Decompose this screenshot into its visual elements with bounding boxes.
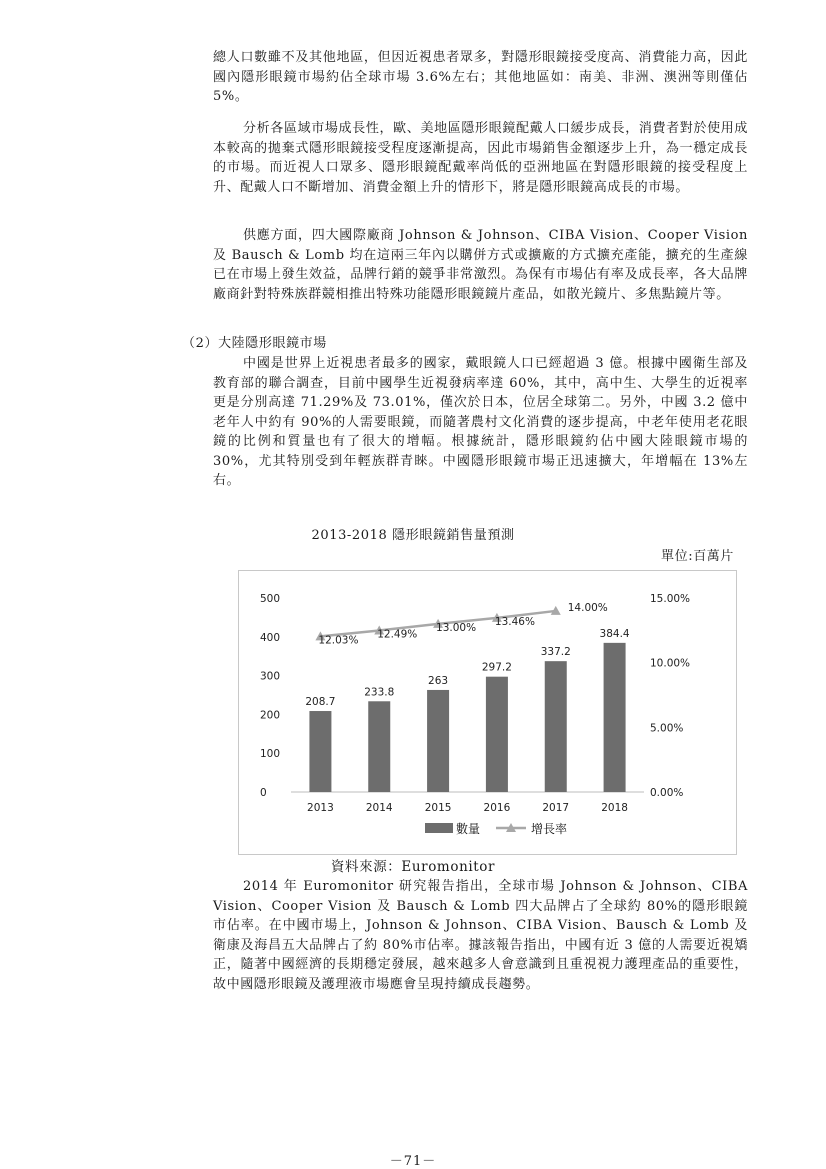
legend-label-bar: 數量 bbox=[456, 822, 481, 836]
bar-value-label: 384.4 bbox=[599, 627, 630, 640]
y-right-tick-label: 5.00% bbox=[650, 722, 684, 735]
y-left-tick-label: 0 bbox=[260, 787, 267, 799]
growth-rate-label: 13.46% bbox=[494, 615, 535, 628]
y-left-tick-label: 500 bbox=[260, 593, 281, 605]
legend-label-line: 增長率 bbox=[531, 822, 568, 836]
source-note: 資料來源：Euromonitor bbox=[330, 859, 496, 875]
legend-swatch-bar bbox=[425, 823, 453, 833]
y-right-tick-label: 15.00% bbox=[650, 593, 691, 605]
x-tick-label: 2017 bbox=[542, 802, 570, 814]
growth-rate-label: 12.03% bbox=[318, 634, 359, 647]
y-left-tick-label: 300 bbox=[260, 670, 281, 683]
growth-rate-label: 12.49% bbox=[377, 628, 418, 641]
bar-value-label: 233.8 bbox=[364, 686, 395, 699]
bar-2016 bbox=[486, 677, 508, 792]
x-tick-label: 2018 bbox=[601, 802, 628, 814]
y-right-tick-label: 0.00% bbox=[650, 787, 684, 799]
growth-rate-label: 14.00% bbox=[567, 601, 608, 614]
chart-unit: 單位:百萬片 bbox=[661, 549, 734, 564]
growth-rate-label: 13.00% bbox=[436, 621, 477, 634]
y-left-tick-label: 400 bbox=[260, 631, 281, 644]
y-right-tick-label: 10.00% bbox=[650, 657, 691, 670]
x-tick-label: 2014 bbox=[365, 802, 393, 814]
bar-value-label: 337.2 bbox=[540, 646, 571, 659]
bar-value-label: 208.7 bbox=[305, 696, 336, 709]
x-tick-label: 2016 bbox=[483, 802, 511, 814]
section-heading: （2）大陸隱形眼鏡市場 bbox=[182, 336, 327, 351]
x-tick-label: 2015 bbox=[424, 802, 452, 814]
chart-caption: 2013-2018 隱形眼鏡銷售量預測 bbox=[311, 528, 515, 543]
bar-value-label: 297.2 bbox=[481, 661, 512, 674]
paragraph-supply: 供應方面，四大國際廠商 Johnson & Johnson、CIBA Vision、Cooper Vision 及 Bausch & Lomb 均在這兩三年內以購併方式或擴廠的方式擴充產能，擴充的生產線已在市場上發生效益，品牌行銷的競爭非常激烈。為保有市場佔有率及成長率，各大品牌廠商針對特殊族群競相推出特殊功能隱形眼鏡鏡片產品，如散光鏡片、多焦點鏡片等。 bbox=[213, 228, 748, 302]
sales-forecast-chart bbox=[239, 571, 736, 854]
bar-value-label: 263 bbox=[428, 674, 449, 687]
paragraph-regional-growth: 分析各區域市場成長性，歐、美地區隱形眼鏡配戴人口緩步成長，消費者對於使用成本較高的拋棄式隱形眼鏡接受程度逐漸提高，因此市場銷售金額逐步上升，為一穩定成長的市場。而近視人口眾多、隱形眼鏡配戴率尚低的亞洲地區在對隱形眼鏡的接受程度上升、配戴人口不斷增加、消費金額上升的情形下，將是隱形眼鏡高成長的市場。 bbox=[213, 121, 748, 195]
y-left-tick-label: 200 bbox=[260, 709, 281, 722]
paragraph-euromonitor: 2014 年 Euromonitor 研究報告指出，全球市場 Johnson & Johnson、CIBA Vision、Cooper Vision 及 Bausch & Lomb 四大品牌占了全球約 80%的隱形眼鏡市佔率。在中國市場上，Johnson & Johnson、CIBA Vision、Bausch & Lomb 及衛康及海昌五大品牌占了約 80%市佔率。據該報告指出，中國有近 3 億的人需要近視矯正，隨著中國經濟的長期穩定發展，越來越多人會意識到且重視視力護理產品的重要性，故中國隱形眼鏡及護理液市場應會呈現持續成長趨勢。 bbox=[213, 879, 748, 992]
bar-2014 bbox=[368, 701, 390, 792]
bar-2018 bbox=[604, 643, 626, 792]
x-tick-label: 2013 bbox=[307, 802, 334, 814]
page-number: －71－ bbox=[389, 1154, 437, 1169]
chart-frame bbox=[238, 570, 737, 855]
paragraph-china-market: 中國是世界上近視患者最多的國家，戴眼鏡人口已經超過 3 億。根據中國衛生部及教育部的聯合調查，目前中國學生近視發病率達 60%，其中，高中生、大學生的近視率更是分別高達 71.29%及 73.01%，僅次於日本，位居全球第二。另外，中國 3.2 億中老年人中約有 90%的人需要眼鏡，而隨著農村文化消費的逐步提高，中老年使用老花眼鏡的比例和質量也有了很大的增幅。根據統計，隱形眼鏡約佔中國大陸眼鏡市場的 30%，尤其特別受到年輕族群青睞。中國隱形眼鏡市場正迅速擴大，年增幅在 13%左右。 bbox=[213, 356, 748, 488]
bar-2015 bbox=[427, 690, 449, 792]
bar-2013 bbox=[309, 711, 331, 792]
bar-2017 bbox=[545, 661, 567, 792]
paragraph-intro: 總人口數雖不及其他地區，但因近視患者眾多，對隱形眼鏡接受度高、消費能力高，因此國內隱形眼鏡市場約佔全球市場 3.6%左右；其他地區如：南美、非洲、澳洲等則僅佔 5%。 bbox=[213, 50, 748, 104]
y-left-tick-label: 100 bbox=[260, 748, 281, 761]
